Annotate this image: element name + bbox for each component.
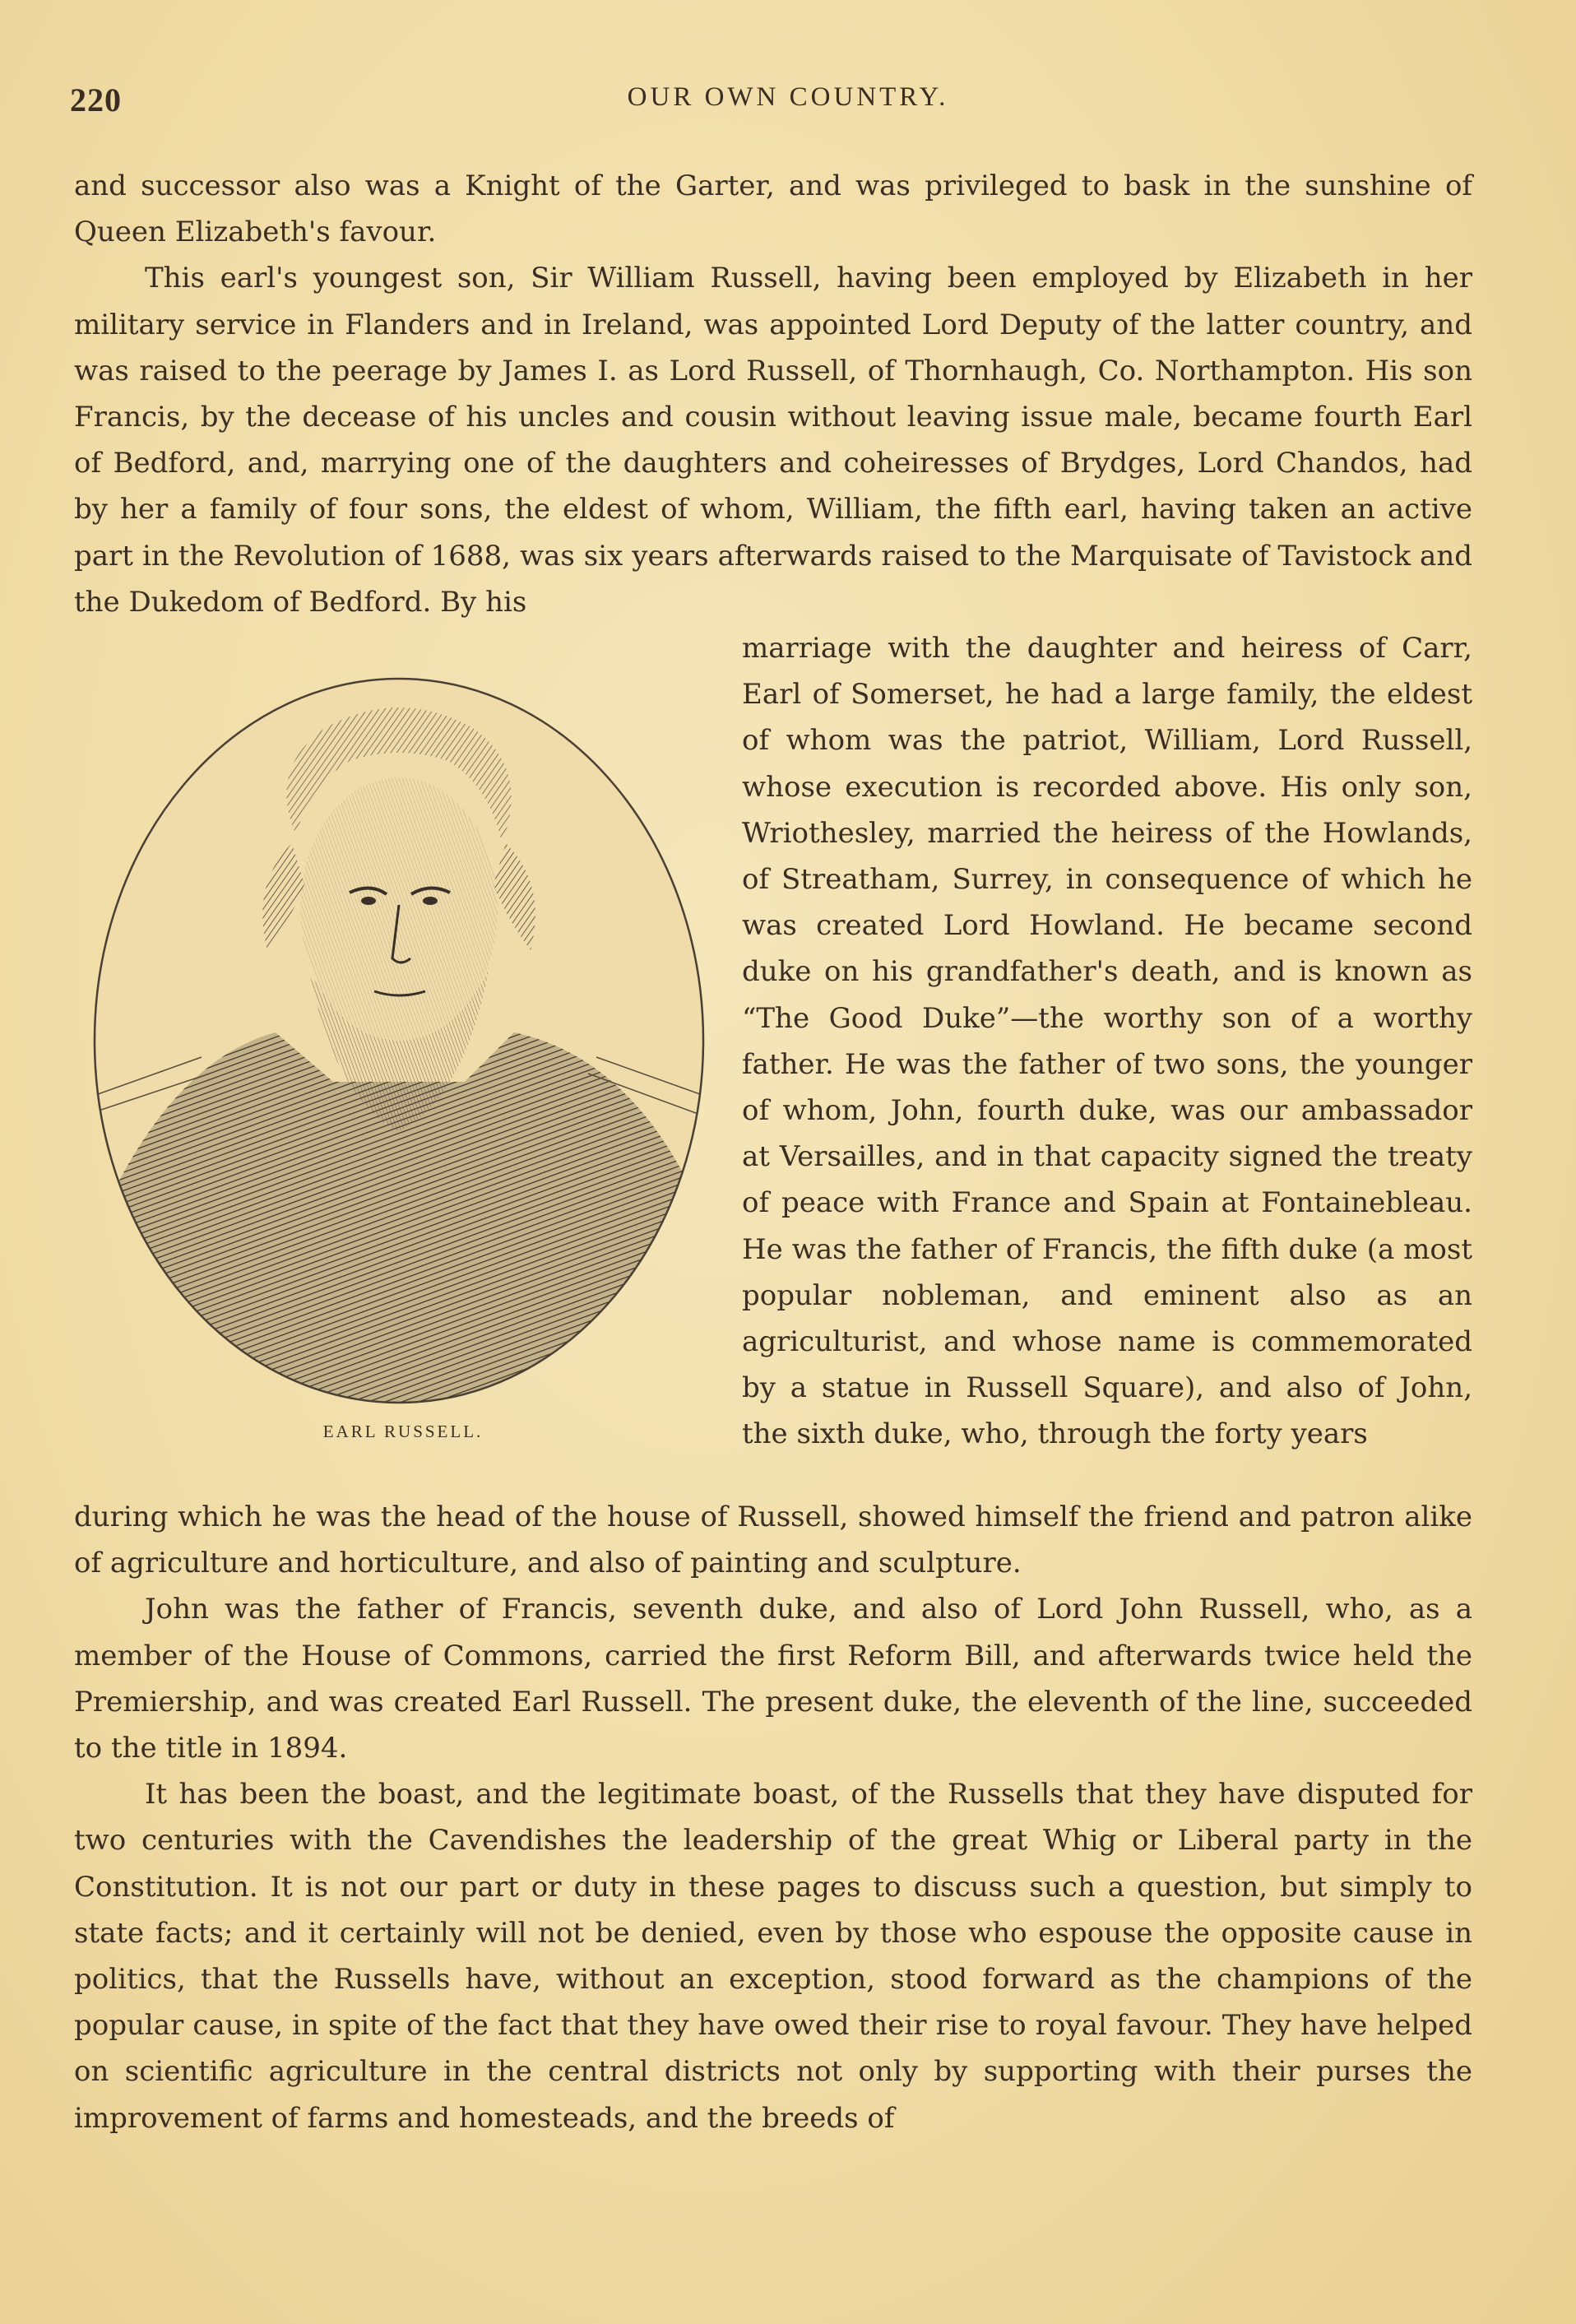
paragraph-side: marriage with the daughter and heiress of Carr, Earl of Somerset, he had a large family, the eldest of whom was the patriot, William, Lord Russell, whose execution is recorded above. His only son, Wriothesley, married the heiress of the Howlands, of Streatham, Surrey, in consequence of which he was created Lord Howland. He became second duke on his grandfather's death, and is known as “The Good Duke”—the worthy son of a worthy father. He was the father of two sons, the younger of whom, John, fourth duke, was our ambassador at Versailles, and in that capacity signed the treaty of peace with France and Spain at Fontainebleau. He was the father of Francis, the fifth duke (a most popular nobleman, and eminent also as an agriculturist, and whose name is commemorated by a statue in Russell Square), and also of John, the sixth duke, who, through the forty years xyxy=(742,632,1472,1451)
text-block-top xyxy=(74,163,1472,625)
portrait-figure xyxy=(86,670,712,1411)
page-header xyxy=(0,0,1576,165)
text-block-side xyxy=(742,625,1472,1458)
paragraph-russells-boast: It has been the boast, and the legitimate boast, of the Russells that they have disputed for two centuries with the Cavendishes the leadership of the great Whig or Liberal party in the Constitution. It is not our part or duty in these pages to discuss such a question, but simply to state facts; and it certainly will not be denied, even by those who espouse the opposite cause in politics, that the Russells have, without an exception, stood forward as the champions of the popular cause, in spite of the fact that they have owed their rise to royal favour. They have helped on scientific agriculture in the central districts not only by supporting with their purses the improvement of farms and homesteads, and the breeds of xyxy=(74,1778,1472,2135)
paragraph-william-russell: This earl's youngest son, Sir William Russell, having been employed by Elizabeth in her military service in Flanders and in Ireland, was appointed Lord Deputy of the latter country, and was raised to the peerage by James I. as Lord Russell, of Thornhaugh, Co. Northampton. His son Francis, by the decease of his uncles and cousin without leaving issue male, became fourth Earl of Bedford, and, marrying one of the daughters and coheiresses of Brydges, Lord Chandos, had by her a family of four sons, the eldest of whom, William, the fifth earl, having taken an active part in the Revolution of 1688, was six years afterwards raised to the Marquisate of Tavistock and the Dukedom of Bedford. By his xyxy=(74,262,1472,619)
running-head: OUR OWN COUNTRY. xyxy=(627,82,949,112)
paragraph-continuation: and successor also was a Knight of the Garter, and was privileged to bask in the sunshine of Queen Elizabeth's favour. xyxy=(74,169,1472,249)
paragraph-john-russell: John was the father of Francis, seventh duke, and also of Lord John Russell, who, as a member of the House of Commons, carried the first Reform Bill, and afterwards twice held the Premiership, and was created Earl Russell. The present duke, the eleventh of the line, succeeded to the title in 1894. xyxy=(74,1593,1472,1765)
figure-caption: EARL RUSSELL. xyxy=(322,1422,484,1441)
paragraph-continuation-bottom: during which he was the head of the house of Russell, showed himself the friend and patron alike of agriculture and horticulture, and also of painting and sculpture. xyxy=(74,1501,1472,1580)
page-number: 220 xyxy=(70,81,122,118)
earl-russell-portrait xyxy=(86,670,712,1411)
text-block-bottom xyxy=(74,1494,1472,2141)
